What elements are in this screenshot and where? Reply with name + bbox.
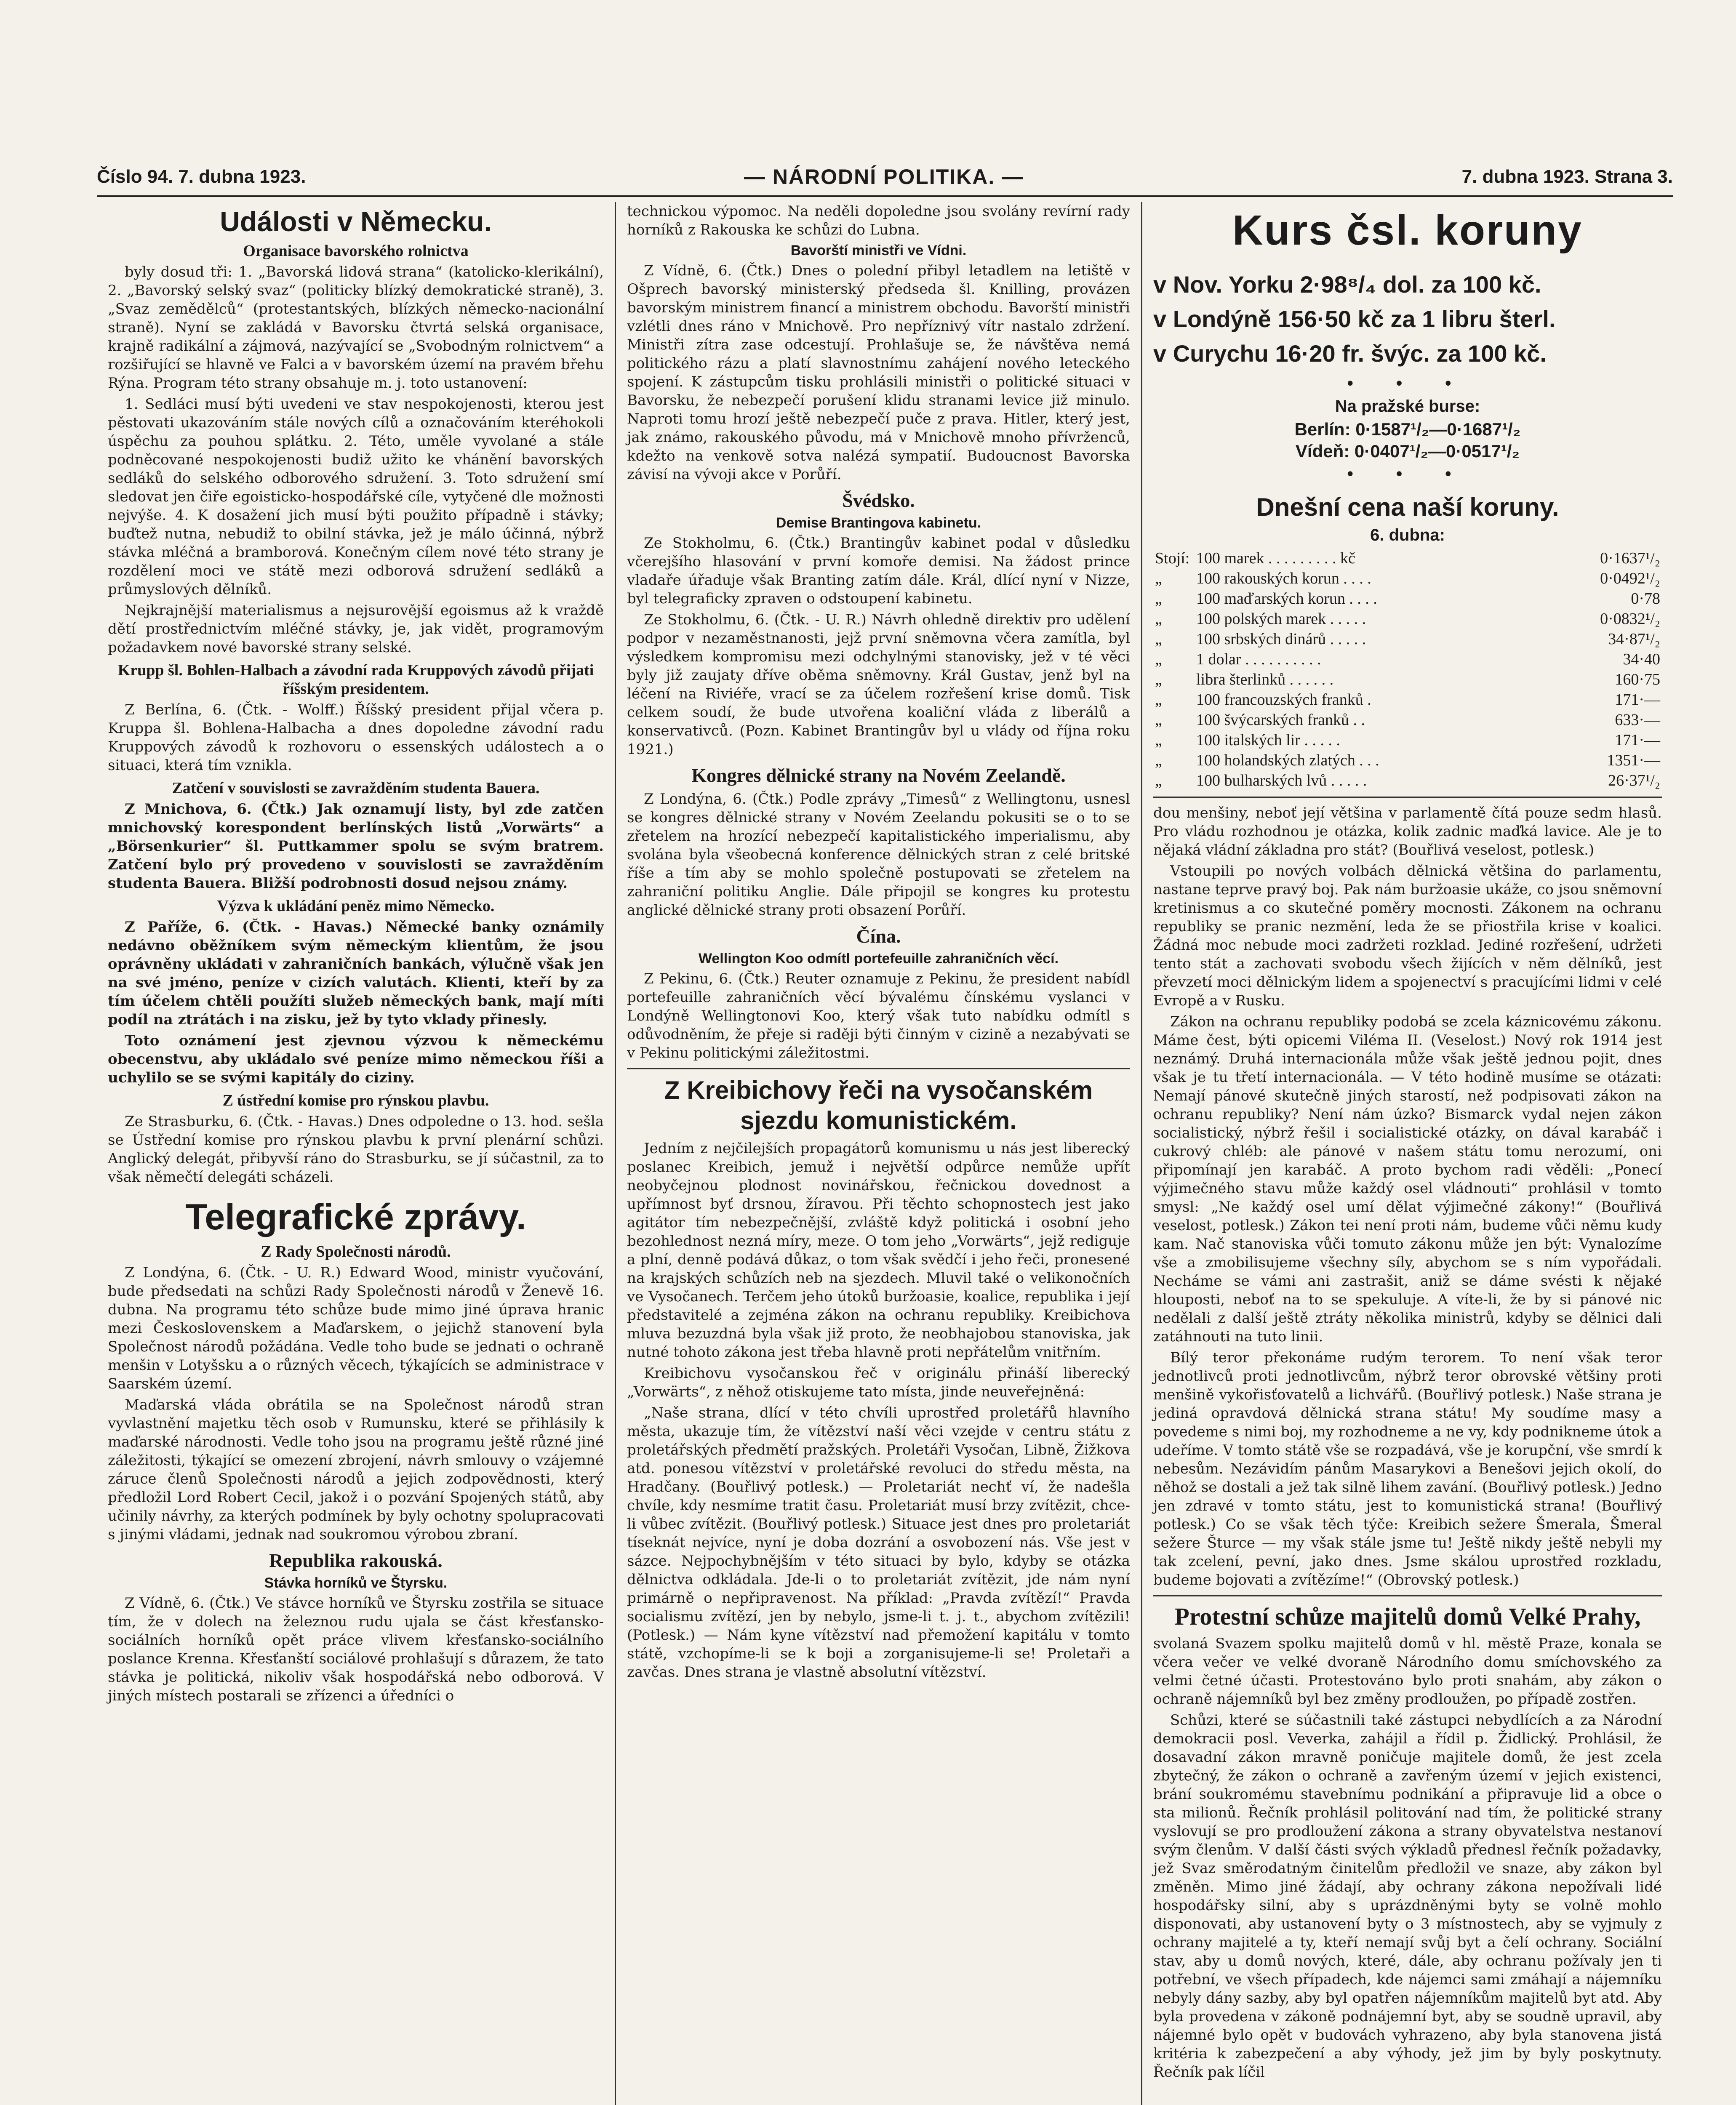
currency-value: 0·78 bbox=[1631, 590, 1660, 608]
table-row: „ 100 polských marek . . . . . 0·0832¹/₂ bbox=[1153, 609, 1662, 629]
article-paragraph: Kreibichovu vysočanskou řeč v originálu přináší liberecký „Vorwärts“, z něhož otiskujeme tato místa, jinde neuveřejněná: bbox=[627, 1365, 1130, 1400]
article-paragraph: Z Berlína, 6. (Čtk. - Wolff.) Říšský president přijal včera p. Kruppa šl. Bohlena-Halbacha a dnes dopoledne závodní radu Kruppových závodů k rozhovoru o essenských událostech a o situaci, která tím vznikla. bbox=[108, 701, 604, 774]
article-paragraph: Bílý teror překonáme rudým terorem. To není však teror jednotlivců proti jednotlivcům, nýbrž teror obrovské většiny proti menšině vykořisťovatelů a lichvářů. (Bouřlivý potlesk.) Naše strana je jediná opravdová dělnická strana státu! My soudíme masy a povedeme s nimi boj, my rozhodneme a ne vy, kdy podnikneme útok a udeříme. V tomto státě vše se rozpadává, vše je korupční, vše smrdí k nebesům. Nezávidím pánům Masarykovi a Benešovi jejich okolí, do něhož se dostali a jež tak silně lihem zavání. (Bouřlivý potlesk.) Jedno jen zdravé v tomto státu, jest to komunistická strana! (Bouřlivý potlesk.) Co se však těch týče: Kreibich sežere Šmerala, Šmeral sežere Šturce — my však stále jsme tu! Ještě nikdy ještě nebyli my tak zcelení, pevní, jako dnes. Jsme skálou uprostřed rozkladu, budeme bojovati a zvítězíme!“ (Obrovský potlesk.) bbox=[1153, 1349, 1662, 1588]
article-paragraph: Ze Stokholmu, 6. (Čtk.) Brantingův kabinet podal v důsledku včerejšího hlasování v první komoře demisi. Na žádost prince vladaře úřaduje však Branting zatím dále. Král, dlící nyní v Nizze, byl telegraficky zpraven o odstoupení kabinetu. bbox=[627, 535, 1130, 607]
currency-value: 26·37¹/₂ bbox=[1608, 772, 1660, 789]
divider bbox=[1153, 1595, 1662, 1596]
rate-london: v Londýně 156·50 kč za 1 libru šterl. bbox=[1153, 306, 1556, 332]
article-paragraph: Toto oznámení jest zjevnou výzvou k německému obecenstvu, aby ukládalo své peníze mimo německou říši a uchylilo se se svými kapitály do ciziny. bbox=[108, 1032, 604, 1086]
telegraph-section-title: Telegrafické zprávy. bbox=[185, 1197, 526, 1237]
article-heading: Z Rady Společnosti národů. bbox=[261, 1243, 451, 1260]
currency-value: 1351·— bbox=[1607, 751, 1660, 769]
article-paragraph: Z Pekinu, 6. (Čtk.) Reuter oznamuje z Pekinu, že president nabídl portefeuille zahraničních věcí bývalému čínskému vyslanci v Londýně Wellingtonovi Koo, který však tuto nabídku odmítl s odůvodněním, že přeje si raději býti činným v cizině a nezabývati se v Pekinu politickými záležitostmi. bbox=[627, 970, 1130, 1061]
rate-new-york: v Nov. Yorku 2·98⁸/₄ dol. za 100 kč. bbox=[1153, 271, 1541, 298]
burse-title: Na pražské burse: bbox=[1335, 397, 1480, 416]
article-heading: Z ústřední komise pro rýnskou plavbu. bbox=[222, 1092, 489, 1109]
date-page-info: 7. dubna 1923. Strana 3. bbox=[1461, 166, 1673, 187]
currency-value: 171·— bbox=[1615, 691, 1660, 709]
article-subheading: Demise Brantingova kabinetu. bbox=[776, 515, 981, 531]
article-paragraph: Vstoupili po nových volbách dělnická většina do parlamentu, nastane teprve pravý boj. Pak nám buržoasie ukáže, co jsou sněmovní kretinismus a co skutečné poměry mocnosti. Zákonem na ochranu republiky se pranic nezmění, leda že se přiostřila krise v koalici. Žádná moc nebude moci zadržeti rozklad. Jediné rozřešení, udržeti tento stát a zachovati svobodu všech žijících v něm dělníků, jest převzetí moci dělnickým lidem a spojenectví s pracujícími lidmi v celé Evropě a v Rusku. bbox=[1153, 863, 1662, 1009]
article-paragraph: „Naše strana, dlící v této chvíli uprostřed proletářů hlavního města, ukazuje tím, že vítězství naší věci vzejde v centru státu z proletářských předmětí pražských. Proletáři Vysočan, Libně, Žižkova atd. ponesou vítězství v proletářské revoluci do středu města, na Hradčany. (Bouřlivý potlesk.) — Proletariát nechť ví, že nadešla chvíle, kdy nesmíme tratit času. Proletariát musí brzy zvítězit, chce-li vůbec zvítězit. (Bouřlivý potlesk.) Situace jest dnes pro proletariát tíseknát nejvíce, nyní je doba dozrání a osvobození nás. Vše jest v sázce. Nejpochybnějším v této situaci by bylo, kdyby se otázka dělnictva odkládala. Jde-li o to proletariát zvítězit, jde nám nyní primárně o nepřipravenost. Na příklad: „Pravda zvítězí!“ Pravda socialismu zvítězí, jen by nebylo, jsme-li t. j. t., abychom zvítězili! (Potlesk.) — Nám kyne vítězství nad přemožení kapitálu v tomto státě, vzchopíme-li se k boji a zorganisujeme-li se! Proletaři a zavčas. Dnes strana je vlastně absolutní vítězství. bbox=[627, 1404, 1130, 1681]
table-row: „ 100 italských lir . . . . . 171·— bbox=[1153, 730, 1662, 750]
article-paragraph: Z Londýna, 6. (Čtk. - U. R.) Edward Wood, ministr vyučování, bude předsedati na schůzi Rady Společnosti národů v Ženevě 16. dubna. Na programu této schůze bude mimo jiné úprava hranic mezi Československem a Maďarskem, o jejichž stanovení byla Společnost národů požádána. Vedle toho bude se jednati o ochraně menšin v Lotyšsku a o různých věcech, týkajících se administrace v Saarském území. bbox=[108, 1264, 604, 1392]
article-paragraph: 1. Sedláci musí býti uvedeni ve stav nespokojenosti, kterou jest pěstovati ukazováním stále nových cílů a označováním kteréhokoli úspěchu za pouhou splátku. 2. Této, uměle vyvolané a stále podněcované nespokojenosti budiž užito ke vhánění bavorských sedláků do selského odborového sdružení. 3. Toto sdružení smí sledovat jen čiře egoisticko-hospodářské cíle, vytyčené dle možnosti nejvýše. 4. K dosažení jich musí býti použito případně i stávky; buďtež nutna, nebudiž to obilní stávka, jež je málo účinná, nýbrž stávka mléčná a bramborová. Konečným cílem nové této strany je rozdělení moci ve státě mezi odborová sdružení sedláků a průmyslových dělníků. bbox=[108, 396, 604, 598]
currency-name: 100 maďarských korun . . . . bbox=[1196, 590, 1377, 608]
currency-name: 100 bulharských lvů . . . . . bbox=[1196, 772, 1367, 789]
exchange-rate-title: Kurs čsl. koruny bbox=[1232, 207, 1583, 254]
currency-name: 100 italských lir . . . . . bbox=[1196, 731, 1340, 749]
article-heading: Kongres dělnické strany na Novém Zeelandě. bbox=[691, 765, 1066, 786]
article-paragraph: Jedním z nejčilejších propagátorů komunismu u nás jest liberecký poslanec Kreibich, jemuž i největší odpůrce nemůže upřít neobyčejnou plodnost novinářskou, řečnickou dovednost a upřímnost byť drsnou, žíravou. Při těchto schopnostech jest jako agitátor tím nebezpečnější, zvláště když politická i osobní jeho bezohlednost nezná míry, meze. O tom jeho „Vorwärts“, jejž rediguje a plní, denně podává důkaz, o tom však svědčí i jeho řeči, pronesené na krajských schůzích neb na sjezdech. Mluvil také o velikonočních ve Vysočanech. Terčem jeho útoků buržoasie, koalice, republika i její představitelé a zejména zákon na ochranu republiky. Kreibichova mluva bezuzdná byla však již proto, že neobhajobou stanoviska, jak nutné tohoto zákona jest třeba hlavně proti nepřátelům vnitřním. bbox=[627, 1140, 1130, 1361]
currency-name: 100 rakouských korun . . . . bbox=[1196, 570, 1371, 587]
table-row: „ 100 francouzských franků . 171·— bbox=[1153, 690, 1662, 710]
crown-price-table bbox=[1153, 548, 1662, 791]
article-heading: Bavorští ministři ve Vídni. bbox=[790, 242, 967, 258]
article-heading: Krupp šl. Bohlen-Halbach a závodní rada Kruppových závodů přijati říšským presidentem. bbox=[117, 661, 594, 698]
section-title: Události v Německu. bbox=[220, 206, 492, 237]
currency-name: 100 francouzských franků . bbox=[1196, 691, 1371, 709]
column-2 bbox=[615, 202, 1141, 2105]
divider bbox=[627, 1068, 1130, 1069]
article-paragraph: Z Londýna, 6. (Čtk.) Podle zprávy „Timesů“ z Wellingtonu, usnesl se kongres dělnické strany v Novém Zeelandu pokusiti se o to se zřetelem na hrozící nebezpečí kapitalistického imperialismu, aby svolána byla všeobecná konference dělnických stran z celé britské říše a tím aby se mohlo společně postupovati se zřetelem na zahraniční politiku Anglie. Dále připojil se kongres ku protestu anglické dělnické strany proti obsazení Porůří. bbox=[627, 791, 1130, 919]
currency-value: 171·— bbox=[1615, 731, 1660, 749]
stoji-label: Stojí: bbox=[1155, 549, 1190, 567]
table-row: „ 100 švýcarských franků . . 633·— bbox=[1153, 710, 1662, 730]
currency-value: 34·40 bbox=[1623, 650, 1660, 668]
table-row: „ 1 dolar . . . . . . . . . . 34·40 bbox=[1153, 649, 1662, 669]
currency-name: 100 marek . . . . . . . . . kč bbox=[1196, 549, 1355, 567]
column-3 bbox=[1141, 202, 1673, 2105]
currency-name: 100 holandských zlatých . . . bbox=[1196, 751, 1379, 769]
column-1 bbox=[97, 202, 615, 2105]
currency-name: libra šterlinků . . . . . . bbox=[1196, 671, 1334, 688]
currency-value: 0·0492¹/₂ bbox=[1600, 570, 1660, 587]
newspaper-title: — NÁRODNÍ POLITIKA. — bbox=[744, 165, 1024, 189]
divider bbox=[1153, 797, 1662, 798]
columns bbox=[97, 202, 1673, 2105]
rate-zurich: v Curychu 16·20 fr. švýc. za 100 kč. bbox=[1153, 340, 1547, 367]
currency-name: 100 polských marek . . . . . bbox=[1196, 610, 1366, 628]
divider-dots: • • • bbox=[1345, 374, 1470, 394]
currency-value: 0·1637¹/₂ bbox=[1600, 549, 1660, 567]
article-paragraph: technickou výpomoc. Na neděli dopoledne jsou svolány revírní rady horníků z Rakouska ke schůzi do Lubna. bbox=[627, 203, 1130, 238]
article-heading: Z Kreibichovy řeči na vysočanském sjezdu komunistickém. bbox=[664, 1076, 1093, 1135]
currency-name: 100 srbských dinárů . . . . . bbox=[1196, 630, 1366, 648]
article-paragraph: Z Mnichova, 6. (Čtk.) Jak oznamují listy, byl zde zatčen mnichovský korespondent berlínských listů „Vorwärts“ a „Börsenkurier“ šl. Puttkammer spolu se svým bratrem. Zatčení bylo prý provedeno v souvislosti se zavražděním studenta Bauera. Bližší podrobnosti dosud nejsou známy. bbox=[108, 801, 604, 892]
article-paragraph: Z Paříže, 6. (Čtk. - Havas.) Německé banky oznámily nedávno oběžníkem svým německým klientům, že jsou oprávněny ukládati v zahraničních bankách, výlučně však jen na své jméno, peníze v cizích valutách. Klienti, kteří by za tím účelem chtěli použíti služeb německých bank, mají míti podíl na ztrátách i na zisku, jež by tyto vklady přinesly. bbox=[108, 919, 604, 1028]
table-row: „ 100 srbských dinárů . . . . . 34·87¹/₂ bbox=[1153, 629, 1662, 649]
article-subheading: Stávka horníků ve Štyrsku. bbox=[264, 1575, 448, 1591]
currency-value: 160·75 bbox=[1615, 671, 1660, 688]
article-subheading: Wellington Koo odmítl portefeuille zahraničních věcí. bbox=[698, 951, 1059, 967]
masthead bbox=[97, 164, 1673, 197]
issue-info: Číslo 94. 7. dubna 1923. bbox=[97, 166, 306, 187]
article-paragraph: Zákon na ochranu republiky podobá se zcela káznicovému zákonu. Máme čest, býti opicemi Viléma II. (Veselost.) Nový rok 1914 jest neznámý. Druhá internacionála může však ještě jednou pojit, dnes však je tu třetí internacionála. — V této hodině musíme se otázati: Nemají pánové skutečně jiných starostí, než podpisovati zákon na ochranu republiky? Není nám úzko? Bismarck vydal nejen zákon socialistický, nýbrž řešil i socialistické otázky, on dával karabáč i cukrový chléb: ale pánové v našem státu tomu nerozumí, oni připomínají jen karabáč. A proto bychom radi věděli: „Ponecí výjimečného stavu může každý osel vládnouti“ prohlásil v tomto smysl: „Ne každý osel umí dělat výjimečné zákony!“ (Bouřlivá veselost, potlesk.) Zákon tei není proti nám, budeme vůči němu kudy kam. Nač stanoviska vůči tomuto zákonu může jen být: Vynalozíme vše a zmobilisujeme všechny síly, abychom se s ním vypořádali. Necháme se vámi ani zastrašit, aniž se dáme svésti k nějaké hlouposti, neboť na to se spekuluje. A víte-li, že by si pánové nic nedělali z další ještě ztráty několika ministrů, kdyby se dělnici dali zatáhnouti na tuto linii. bbox=[1153, 1013, 1662, 1345]
article-paragraph: svolaná Svazem spolku majitelů domů v hl. městě Praze, konala se včera večer ve velké dvoraně Národního domu smíchovského za velmi četné účasti. Protestováno bylo proti snahám, aby zákon o ochraně nájemníků byl bez změny prodloužen, po případě zostřen. bbox=[1153, 1635, 1662, 1708]
article-paragraph: Nejkrajnější materialismus a nejsurovější egoismus až k vraždě dětí prostřednictvím mléčné stávky, je, jak vidět, programovým požadavkem nové bavorské strany selské. bbox=[108, 602, 604, 656]
article-paragraph: Schůzi, které se súčastnili také zástupci nebydlících a za Národní demokracii posl. Veverka, zahájil a řídil p. Židlický. Prohlásil, že dosavadní zákon mravně poničuje majitele domů, že jest zcela zbytečný, že zákon o ochraně a zavřeným území v jejich existenci, brání soukromému stavebnímu podnikání a připravuje lid a obce o sta milionů. Řečník prohlásil politování nad tím, že politické strany vyslovují se pro prodloužení zákona a strany obyvatelstva nestanoví svým členům. V další části svých výkladů přednesl řečník požadavky, jež Svaz směrodatným činitelům předložil ve snaze, aby zákon byl změněn. Mimo jiné žádají, aby ochrany zákona nepožívali lidé hospodářsky silní, aby s uprázdněnými byty se volně mohlo disponovati, aby ustanovení byty o 3 místnostech, aby se vyjmuly z ochrany majitelé a ty, kteří nemají svůj byt a čelí ochrany. Sociální stav, aby u domů nových, které, dále, aby ochranu požívaly jen ti potřební, ve všech případech, kde nájemci sami zmáhají a nájemníku nebyly dány sazby, aby byl opatřen nájemníkům majitelů byt atd. Aby byla provedena v zákoně podnájemní byt, aby se soudně upravil, aby nájemné bylo opět v budovách vyhrazeno, aby byla stanovena jistá kritéria k zabezpečení a aby výhody, jež jim by byly poskytnuty. Řečník pak líčil bbox=[1153, 1712, 1662, 2081]
article-heading: Švédsko. bbox=[842, 490, 915, 511]
burse-berlin: Berlín: 0·1587¹/₂—0·1687¹/₂ bbox=[1294, 419, 1521, 439]
article-paragraph: Maďarská vláda obrátila se na Společnost národů stran vyvlastnění majetku těch osob v Rumunsku, které se přihlásily k maďarské národnosti. Vedle toho jsou na programu ještě různé jiné záležitosti, týkající se omezení zbrojení, návrh smlouvy o vzájemné záruce členů Společnosti národů a jejich zodpovědnosti, který předložil Lord Robert Cecil, jakož i o pozvání Spojených států, aby učinily návrhy, za kterých podmínek by byly ochotny spolupracovati s jinými vládami, jednak nad soukromou výrobou zbraní. bbox=[108, 1396, 604, 1543]
article-paragraph: Z Vídně, 6. (Čtk.) Dnes o polední přibyl letadlem na letiště v Ošprech bavorský ministerský předseda šl. Knilling, provázen bavorským ministrem financí a ministrem obchodu. Bavorští ministři vzlétli dnes ráno v Mnichově. Pro nepříznivý vítr nastalo zdržení. Ministři zítra zase odcestují. Prohlašuje se, že návštěva nemá politického rázu a platí slavnostnímu zahájení nového leteckého spojení. K zástupcům tisku prohlásili ministři o politické situaci v Bavorsku, že nebezpečí porušení klidu stranami levice již minulo. Naproti tomu hrozí ještě nebezpečí puče z prava. Hitler, který jest, jak známo, rakouského původu, má v Mnichově mnoho přívrženců, kdežto na venkově sotva nalézá sympatií. Budoucnost Bavorska závisí na vývoji akce v Porůří. bbox=[627, 262, 1130, 483]
table-row: „ 100 maďarských korun . . . . 0·78 bbox=[1153, 589, 1662, 609]
burse-vienna: Vídeň: 0·0407¹/₂—0·0517¹/₂ bbox=[1295, 441, 1520, 461]
currency-name: 100 švýcarských franků . . bbox=[1196, 711, 1365, 729]
currency-value: 34·87¹/₂ bbox=[1608, 630, 1660, 648]
table-row: „ 100 rakouských korun . . . . 0·0492¹/₂ bbox=[1153, 568, 1662, 589]
article-paragraph: Z Vídně, 6. (Čtk.) Ve stávce horníků ve Štyrsku zostřila se situace tím, že v dolech na železnou rudu ujala se část křesťansko-sociálních horníků opět práce vlivem křesťansko-sociálního poslance Krenna. Křesťanští sociálové prohlašují s důrazem, že tato stávka je politická, nikoliv však hospodářská nebo odborová. V jiných místech postarali se zřízenci a úředníci o bbox=[108, 1595, 604, 1704]
article-heading: Čína. bbox=[856, 925, 901, 947]
table-row: „ 100 bulharských lvů . . . . . 26·37¹/₂ bbox=[1153, 770, 1662, 791]
crown-price-title: Dnešní cena naší koruny. bbox=[1256, 493, 1559, 521]
article-paragraph: Ze Stokholmu, 6. (Čtk. - U. R.) Návrh ohledně direktiv pro udělení podpor v nezaměstnanosti, jejž první sněmovna včera zamítla, byl výsledkem kompromisu mezi odchylnými stanovisky, jež v té věci byly již zaujaty dříve oběma sněmovny. Král Gustav, jenž byl na léčení na Riviéře, vrací se za účelem rozřešení krise domů. Tisk celkem soudí, že bude utvořena koaliční vláda z liberálů a konservativců. (Pozn. Kabinet Brantingův byl u vlády od října roku 1921.) bbox=[627, 611, 1130, 758]
table-row bbox=[1153, 548, 1662, 568]
article-heading: Organisace bavorského rolnictva bbox=[243, 242, 469, 260]
article-paragraph: Ze Strasburku, 6. (Čtk. - Havas.) Dnes odpoledne o 13. hod. sešla se Ústřední komise pro rýnskou plavbu k první plenární schůzi. Anglický delegát, přibyvší ráno do Strasburku, se jí súčastnil, za to však němečtí delegáti scházeli. bbox=[108, 1113, 604, 1186]
article-heading: Zatčení v souvislosti se zavražděním studenta Bauera. bbox=[172, 779, 540, 797]
article-paragraph: byly dosud tři: 1. „Bavorská lidová strana“ (katolicko-klerikální), 2. „Bavorský selský svaz“ (politicky blízký demokratické straně), 3. „Svaz zemědělců“ (protestantských, blízkých německo-nacionální straně). Nyní se zakládá v Bavorsku čtvrtá selská organisace, krajně radikální a zájmová, nazývající se „Svobodným rolnictvem“ a rozšiřující se hlavně ve Falci a v bavorském území na pravém břehu Rýna. Program této strany obsahuje m. j. toto ustanovení: bbox=[108, 264, 604, 392]
article-heading: Republika rakouská. bbox=[269, 1550, 443, 1571]
currency-value: 633·— bbox=[1615, 711, 1660, 729]
divider-dots: • • • bbox=[1345, 465, 1470, 484]
article-paragraph: dou menšiny, neboť její většina v parlamentě čítá pouze sedm hlasů. Pro vládu rozhodnou je otázka, kolik zadnic maďká lavice. Ale je to nějaká vládní základna pro stát? (Bouřlivá veselost, potlesk.) bbox=[1153, 805, 1662, 858]
table-row: „ 100 holandských zlatých . . . 1351·— bbox=[1153, 750, 1662, 770]
article-heading: Protestní schůze majitelů domů Velké Prahy, bbox=[1174, 1603, 1641, 1630]
crown-price-date: 6. dubna: bbox=[1370, 526, 1445, 544]
table-row: „ libra šterlinků . . . . . . 160·75 bbox=[1153, 669, 1662, 690]
article-heading: Výzva k ukládání peněz mimo Německo. bbox=[217, 897, 495, 915]
currency-name: 1 dolar . . . . . . . . . . bbox=[1196, 650, 1321, 668]
currency-value: 0·0832¹/₂ bbox=[1600, 610, 1660, 628]
